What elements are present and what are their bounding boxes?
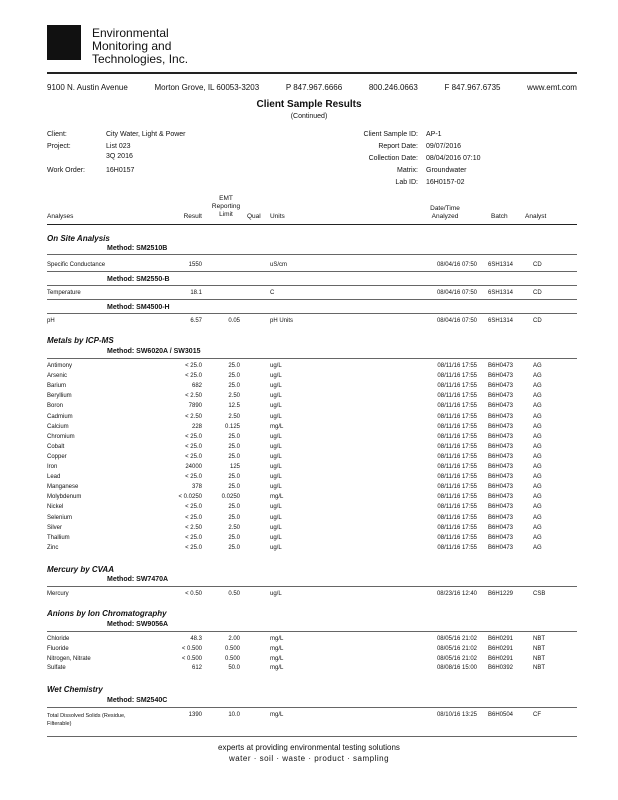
cell-analyte: Cadmium xyxy=(47,413,73,420)
cell-batch: B6H0291 xyxy=(488,645,514,652)
client-label: Client: xyxy=(47,131,67,138)
cell-result: 612 xyxy=(191,665,202,672)
cell-analyte: Beryllium xyxy=(47,393,72,400)
cell-analyte: Zinc xyxy=(47,544,59,551)
cell-result: < 25.0 xyxy=(185,453,202,460)
project-value-1: List 023 xyxy=(106,143,131,150)
cell-analyte: Boron xyxy=(47,403,64,410)
cell-batch: B6H0473 xyxy=(488,534,514,541)
cell-analyte: Selenium xyxy=(47,514,73,521)
cell-units: ug/L xyxy=(270,363,282,369)
cell-analyte: Manganese xyxy=(47,484,79,491)
page-title: Client Sample Results xyxy=(256,99,362,110)
col-date-line1: Date/Time xyxy=(430,205,460,212)
cell-analyzed: 08/11/16 17:55 xyxy=(437,443,477,450)
contact-phone: P 847.967.6666 xyxy=(285,83,343,92)
cell-result: < 0.50 xyxy=(185,591,202,597)
cell-units: ug/L xyxy=(270,393,282,400)
cell-analyte: Lead xyxy=(47,474,61,481)
section-anions: Anions by Ion Chromatography xyxy=(47,609,167,618)
col-result: Result xyxy=(183,213,202,220)
col-emt-line3: Limit xyxy=(219,211,233,218)
contact-line xyxy=(47,83,577,92)
cell-batch: B6H0473 xyxy=(488,453,514,460)
cell-analyte: Calcium xyxy=(47,423,69,430)
cell-result: < 25.0 xyxy=(185,433,202,440)
cell-analyst: AG xyxy=(533,534,542,541)
cell-result: 228 xyxy=(191,423,202,430)
cell-result: < 0.0250 xyxy=(178,494,202,501)
cell-analyte: Iron xyxy=(47,464,58,470)
cell-batch: B6H0473 xyxy=(488,494,514,501)
cell-analyst: AG xyxy=(533,504,542,511)
company-name-line2: Monitoring and xyxy=(92,39,172,53)
cell-analyzed: 08/11/16 17:55 xyxy=(437,383,477,390)
cell-units: ug/L xyxy=(270,403,282,410)
cell-analyst: AG xyxy=(533,393,542,400)
cell-analyzed: 08/05/16 21:02 xyxy=(436,636,477,642)
cell-analyte: Nitrogen, Nitrate xyxy=(47,655,91,662)
cell-analyst: NBT xyxy=(533,636,545,642)
cell-analyte: Cobalt xyxy=(47,443,65,450)
cell-analyst: AG xyxy=(533,544,542,551)
sample-id-label: Client Sample ID: xyxy=(363,131,418,138)
cell-analyzed: 08/04/16 07:50 xyxy=(436,290,477,296)
cell-analyzed: 08/04/16 07:50 xyxy=(436,262,477,268)
cell-analyst: CD xyxy=(533,262,542,268)
cell-units: ug/L xyxy=(270,413,282,420)
cell-reporting-limit: 2.50 xyxy=(228,524,240,531)
cell-units: ug/L xyxy=(270,383,282,390)
cell-analyte: Silver xyxy=(47,524,63,531)
report-date-value: 09/07/2016 xyxy=(426,143,462,150)
method-rule xyxy=(47,254,577,255)
cell-analyst: AG xyxy=(533,433,542,440)
cell-result: < 25.0 xyxy=(185,373,202,380)
method-rule xyxy=(47,358,577,359)
cell-reporting-limit: 25.0 xyxy=(228,514,240,521)
cell-reporting-limit: 125 xyxy=(229,464,240,470)
cell-batch: B6H0473 xyxy=(488,544,514,551)
cell-batch: B6H0473 xyxy=(488,443,514,450)
col-emt xyxy=(203,195,249,219)
cell-batch: B6H0473 xyxy=(488,464,514,470)
method-rule xyxy=(47,586,577,587)
cell-analyzed: 08/05/16 21:02 xyxy=(436,655,477,662)
footer-services: water · soil · waste · product · sampling xyxy=(228,754,390,763)
cell-reporting-limit: 12.5 xyxy=(228,403,240,410)
section-onsite: On Site Analysis xyxy=(47,234,110,243)
cell-batch: B6H0504 xyxy=(488,712,514,718)
cell-reporting-limit: 2.50 xyxy=(228,413,240,420)
cell-units: ug/L xyxy=(270,453,282,460)
cell-units: ug/L xyxy=(270,514,282,521)
cell-reporting-limit: 25.0 xyxy=(228,363,240,369)
col-analyst: Analyst xyxy=(525,213,547,220)
row-rule xyxy=(47,271,577,272)
cell-units: ug/L xyxy=(270,504,282,511)
cell-analyzed: 08/11/16 17:55 xyxy=(437,544,477,551)
cell-units: pH Units xyxy=(270,318,294,324)
col-emt-line2: Reporting xyxy=(211,203,241,210)
cell-batch: 6SH1314 xyxy=(488,318,514,324)
cell-units: ug/L xyxy=(270,484,282,491)
cell-analyst: AG xyxy=(533,484,542,491)
cell-analyzed: 08/11/16 17:55 xyxy=(437,504,477,511)
method-sw9056a: Method: SW9056A xyxy=(107,621,169,628)
cell-analyst: NBT xyxy=(533,665,545,672)
cell-result: < 25.0 xyxy=(185,544,202,551)
cell-units: mg/L xyxy=(270,665,284,672)
cell-analyzed: 08/11/16 17:55 xyxy=(437,423,477,430)
cell-units: mg/L xyxy=(270,494,284,501)
method-rule xyxy=(47,285,577,286)
cell-units: ug/L xyxy=(270,464,282,470)
cell-analyst: AG xyxy=(533,403,542,410)
matrix-label: Matrix: xyxy=(397,167,418,174)
cell-units: ug/L xyxy=(270,544,282,551)
cell-result: 48.3 xyxy=(190,636,202,642)
cell-result: 7890 xyxy=(188,403,202,410)
project-value-2: 3Q 2016 xyxy=(106,153,133,160)
cell-analyst: AG xyxy=(533,423,542,430)
cell-reporting-limit: 0.0250 xyxy=(221,494,240,501)
cell-analyst: AG xyxy=(533,413,542,420)
cell-reporting-limit: 0.05 xyxy=(228,318,240,324)
cell-units: ug/L xyxy=(270,591,282,597)
cell-analyzed: 08/11/16 17:55 xyxy=(437,373,477,380)
cell-analyte: Molybdenum xyxy=(47,494,82,501)
cell-result: < 25.0 xyxy=(185,474,202,481)
cell-analyst: AG xyxy=(533,443,542,450)
cell-batch: B6H0473 xyxy=(488,433,514,440)
cell-result: 18.1 xyxy=(190,290,202,296)
cell-batch: B6H0473 xyxy=(488,373,514,380)
cell-batch: B6H0473 xyxy=(488,524,514,531)
cell-analyte: Copper xyxy=(47,453,67,460)
cell-reporting-limit: 25.0 xyxy=(228,504,240,511)
cell-result: < 25.0 xyxy=(185,514,202,521)
company-name xyxy=(92,27,188,66)
cell-reporting-limit: 25.0 xyxy=(228,474,240,481)
cell-analyzed: 08/11/16 17:55 xyxy=(437,393,477,400)
client-value: City Water, Light & Power xyxy=(106,131,186,138)
cell-analyte: Chloride xyxy=(47,636,70,642)
cell-analyst: AG xyxy=(533,494,542,501)
col-qual: Qual xyxy=(247,213,261,220)
cell-analyst: AG xyxy=(533,453,542,460)
cell-units: C xyxy=(270,290,275,296)
cell-analyst: CF xyxy=(533,712,541,718)
cell-result: 6.57 xyxy=(190,318,202,324)
cell-batch: B6H0473 xyxy=(488,413,514,420)
cell-analyzed: 08/11/16 17:55 xyxy=(437,524,477,531)
cell-reporting-limit: 25.0 xyxy=(228,534,240,541)
cell-reporting-limit: 0.50 xyxy=(228,591,240,597)
cell-analyte: Antimony xyxy=(47,363,73,369)
header-rule xyxy=(47,72,577,74)
cell-analyst: NBT xyxy=(533,645,545,652)
col-emt-line1: EMT xyxy=(219,195,233,202)
cell-result: < 25.0 xyxy=(185,363,202,369)
cell-analyzed: 08/05/16 21:02 xyxy=(436,645,477,652)
cell-analyst: AG xyxy=(533,514,542,521)
cell-analyzed: 08/23/16 12:40 xyxy=(436,591,477,597)
cell-reporting-limit: 25.0 xyxy=(228,484,240,491)
method-sm4500h: Method: SM4500-H xyxy=(107,304,170,311)
cell-batch: B6H0473 xyxy=(488,383,514,390)
cell-reporting-limit: 0.500 xyxy=(224,645,240,652)
cell-analyst: CD xyxy=(533,318,542,324)
cell-analyst: AG xyxy=(533,524,542,531)
cell-analyzed: 08/04/16 07:50 xyxy=(436,318,477,324)
footer-tagline: experts at providing environmental testing solutions xyxy=(218,743,400,752)
cell-analyte: Thallium xyxy=(47,534,70,541)
company-logo xyxy=(47,25,81,60)
cell-batch: B6H0291 xyxy=(488,655,514,662)
sample-id-value: AP-1 xyxy=(426,131,442,138)
cell-analyte: Sulfate xyxy=(47,665,66,672)
cell-batch: B6H0473 xyxy=(488,423,514,430)
col-date xyxy=(415,205,475,221)
cell-analyzed: 08/10/16 13:25 xyxy=(436,712,477,718)
cell-reporting-limit: 50.0 xyxy=(228,665,240,672)
cell-units: uS/cm xyxy=(270,262,288,268)
cell-analyst: NBT xyxy=(533,655,545,662)
workorder-value: 16H0157 xyxy=(106,167,135,174)
col-units: Units xyxy=(270,213,285,220)
cell-result: < 0.500 xyxy=(181,645,202,652)
cell-reporting-limit: 0.500 xyxy=(224,655,240,662)
footer-rule xyxy=(47,736,577,737)
cell-analyte: pH xyxy=(47,318,55,324)
cell-units: ug/L xyxy=(270,443,282,450)
method-sm2540c: Method: SM2540C xyxy=(107,697,168,704)
cell-analyte: Temperature xyxy=(47,290,81,296)
method-rule xyxy=(47,313,577,314)
cell-reporting-limit: 25.0 xyxy=(228,383,240,390)
cell-analyzed: 08/11/16 17:55 xyxy=(437,413,477,420)
cell-result: < 25.0 xyxy=(185,443,202,450)
cell-units: ug/L xyxy=(270,524,282,531)
cell-analyst: AG xyxy=(533,464,542,470)
cell-reporting-limit: 2.00 xyxy=(228,636,240,642)
cell-analyzed: 08/11/16 17:55 xyxy=(437,433,477,440)
cell-batch: B6H0392 xyxy=(488,665,514,672)
cell-analyst: CD xyxy=(533,290,542,296)
cell-analyzed: 08/11/16 17:55 xyxy=(437,403,477,410)
cell-analyst: AG xyxy=(533,363,542,369)
collection-date-label: Collection Date: xyxy=(368,155,418,162)
report-date-label: Report Date: xyxy=(378,143,418,150)
cell-batch: B6H0473 xyxy=(488,393,514,400)
cell-analyzed: 08/11/16 17:55 xyxy=(437,453,477,460)
company-name-line3: Technologies, Inc. xyxy=(92,52,189,66)
contact-web: www.emt.com xyxy=(527,83,577,92)
cell-units: mg/L xyxy=(270,645,284,652)
cell-analyst: AG xyxy=(533,474,542,481)
cell-units: mg/L xyxy=(270,423,284,430)
method-sm2550b: Method: SM2550-B xyxy=(107,276,170,283)
cell-analyzed: 08/11/16 17:55 xyxy=(437,534,477,541)
method-sw6020a: Method: SW6020A / SW3015 xyxy=(107,348,201,355)
cell-reporting-limit: 2.50 xyxy=(228,393,240,400)
cell-units: mg/L xyxy=(270,636,284,642)
lab-id-label: Lab ID: xyxy=(395,179,418,186)
cell-analyte: Chromium xyxy=(47,433,75,440)
cell-result: < 2.50 xyxy=(185,524,202,531)
cell-analyst: CSB xyxy=(533,591,546,597)
cell-reporting-limit: 25.0 xyxy=(228,544,240,551)
collection-date-value: 08/04/2016 07:10 xyxy=(426,155,481,162)
cell-batch: 6SH1314 xyxy=(488,290,514,296)
workorder-label: Work Order: xyxy=(47,167,85,174)
cell-units: ug/L xyxy=(270,433,282,440)
col-analyses: Analyses xyxy=(47,213,74,220)
cell-batch: 6SH1314 xyxy=(488,262,514,268)
cell-analyzed: 08/11/16 17:55 xyxy=(437,514,477,521)
cell-batch: B6H0473 xyxy=(488,474,514,481)
cell-analyzed: 08/11/16 17:55 xyxy=(437,363,477,369)
cell-batch: B6H0473 xyxy=(488,484,514,491)
section-mercury: Mercury by CVAA xyxy=(47,565,114,574)
contact-fax: F 847.967.6735 xyxy=(444,83,501,92)
lab-id-value: 16H0157-02 xyxy=(426,179,465,186)
cell-analyte: Arsenic xyxy=(47,373,68,380)
method-rule xyxy=(47,707,577,708)
section-metals: Metals by ICP-MS xyxy=(47,336,114,345)
cell-analyst: AG xyxy=(533,383,542,390)
col-batch: Batch xyxy=(491,213,508,220)
cell-reporting-limit: 25.0 xyxy=(228,453,240,460)
cell-result: 1550 xyxy=(188,262,202,268)
cell-result: < 25.0 xyxy=(185,504,202,511)
cell-analyte: Specific Conductance xyxy=(47,262,106,268)
cell-result: < 2.50 xyxy=(185,393,202,400)
cell-analyzed: 08/08/16 15:00 xyxy=(436,665,477,672)
contact-tollfree: 800.246.0663 xyxy=(368,83,418,92)
contact-city: Morton Grove, IL 60053-3203 xyxy=(154,83,260,92)
cell-analyzed: 08/11/16 17:55 xyxy=(437,494,477,501)
cell-result: < 0.500 xyxy=(181,655,202,662)
cell-analyzed: 08/11/16 17:55 xyxy=(437,474,477,481)
cell-batch: B6H1229 xyxy=(488,591,514,597)
cell-analyte: Fluoride xyxy=(47,645,69,652)
cell-analyte: Barium xyxy=(47,383,67,390)
col-date-line2: Analyzed xyxy=(431,213,459,220)
section-wet-chemistry: Wet Chemistry xyxy=(47,685,103,694)
cell-units: ug/L xyxy=(270,373,282,380)
method-sm2510b: Method: SM2510B xyxy=(107,245,168,252)
cell-batch: B6H0473 xyxy=(488,363,514,369)
cell-batch: B6H0291 xyxy=(488,636,514,642)
page-subtitle: (Continued) xyxy=(290,113,328,120)
contact-address: 9100 N. Austin Avenue xyxy=(47,83,128,92)
cell-result: < 2.50 xyxy=(185,413,202,420)
header-table-rule xyxy=(47,224,577,225)
cell-result: < 25.0 xyxy=(185,534,202,541)
cell-result: 682 xyxy=(191,383,202,390)
cell-analyst: AG xyxy=(533,373,542,380)
cell-units: ug/L xyxy=(270,534,282,541)
cell-result: 24000 xyxy=(185,464,202,470)
cell-batch: B6H0473 xyxy=(488,403,514,410)
cell-analyte: Mercury xyxy=(47,591,69,597)
cell-reporting-limit: 25.0 xyxy=(228,433,240,440)
cell-analyte: Total Dissolved Solids (Residue, Filterable) xyxy=(47,713,126,727)
row-rule xyxy=(47,299,577,300)
cell-reporting-limit: 25.0 xyxy=(228,443,240,450)
cell-reporting-limit: 25.0 xyxy=(228,373,240,380)
cell-reporting-limit: 0.125 xyxy=(224,423,240,430)
company-name-line1: Environmental xyxy=(92,26,169,40)
project-label: Project: xyxy=(47,143,71,150)
cell-batch: B6H0473 xyxy=(488,514,514,521)
cell-analyzed: 08/11/16 17:55 xyxy=(437,484,477,491)
method-sw7470a: Method: SW7470A xyxy=(107,576,169,583)
cell-result: 378 xyxy=(191,484,202,491)
cell-reporting-limit: 10.0 xyxy=(228,712,240,718)
cell-analyzed: 08/11/16 17:55 xyxy=(437,464,477,470)
method-rule xyxy=(47,631,577,632)
cell-units: mg/L xyxy=(270,712,284,718)
cell-units: ug/L xyxy=(270,474,282,481)
cell-batch: B6H0473 xyxy=(488,504,514,511)
matrix-value: Groundwater xyxy=(426,167,467,174)
cell-units: mg/L xyxy=(270,655,284,662)
cell-result: 1390 xyxy=(188,712,202,718)
cell-analyte: Nickel xyxy=(47,504,64,511)
